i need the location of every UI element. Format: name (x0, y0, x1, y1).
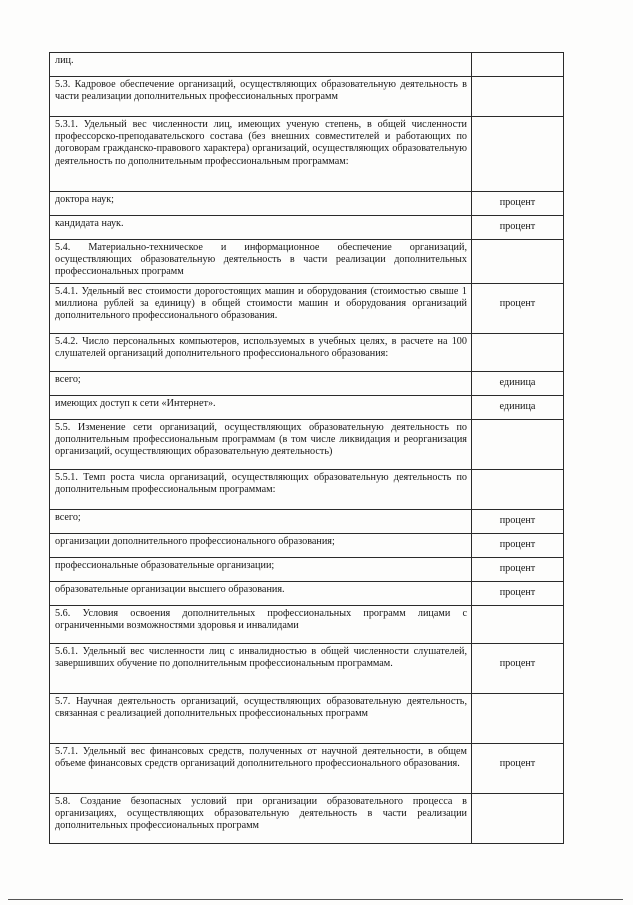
table-row (50, 744, 564, 794)
table-row (50, 470, 564, 510)
indicator-unit (472, 794, 564, 844)
indicator-text: 5.3.1. Удельный вес численности лиц, имеющих ученую степень, в общей численности профессорско-преподавательского состава (без внешних совместителей и работающих по договорам гражданско-правового характера) организаций, осуществляющих образовательную деятельность по дополнительным профессиональным программам: (50, 117, 472, 192)
indicator-unit (472, 606, 564, 644)
indicator-unit (472, 117, 564, 192)
indicator-unit: процент (472, 582, 564, 606)
indicator-unit (472, 694, 564, 744)
table-row (50, 117, 564, 192)
table-row (50, 216, 564, 240)
indicator-text: всего; (50, 372, 472, 396)
indicator-unit (472, 420, 564, 470)
indicator-text: организации дополнительного профессионального образования; (50, 534, 472, 558)
table-row (50, 284, 564, 334)
table-row (50, 644, 564, 694)
table-row (50, 694, 564, 744)
indicator-text: образовательные организации высшего образования. (50, 582, 472, 606)
indicator-text: кандидата наук. (50, 216, 472, 240)
indicator-unit (472, 53, 564, 77)
indicator-text: профессиональные образовательные организации; (50, 558, 472, 582)
table-row (50, 606, 564, 644)
table-row (50, 558, 564, 582)
indicator-unit: процент (472, 216, 564, 240)
page-bottom-rule (8, 899, 623, 900)
indicator-unit: единица (472, 372, 564, 396)
indicator-text: 5.8. Создание безопасных условий при организации образовательного процесса в организациях, осуществляющих образовательную деятельность в части реализации дополнительных профессиональных программ (50, 794, 472, 844)
indicator-unit: процент (472, 284, 564, 334)
indicators-table (49, 52, 564, 844)
indicator-text: 5.7.1. Удельный вес финансовых средств, полученных от научной деятельности, в общем объеме финансовых средств организаций дополнительного профессионального образования. (50, 744, 472, 794)
table-row (50, 372, 564, 396)
table-row (50, 77, 564, 117)
table-row (50, 582, 564, 606)
indicator-unit: процент (472, 510, 564, 534)
indicator-text: 5.4. Материально-техническое и информационное обеспечение организаций, осуществляющих образовательную деятельность в части реализации дополнительных профессиональных программ (50, 240, 472, 284)
table-row (50, 53, 564, 77)
table-row (50, 794, 564, 844)
table-row (50, 240, 564, 284)
indicator-text: доктора наук; (50, 192, 472, 216)
indicator-unit (472, 334, 564, 372)
indicator-text: имеющих доступ к сети «Интернет». (50, 396, 472, 420)
indicator-text: всего; (50, 510, 472, 534)
indicator-unit: процент (472, 192, 564, 216)
table-row (50, 396, 564, 420)
indicator-text: 5.4.1. Удельный вес стоимости дорогостоящих машин и оборудования (стоимостью свыше 1 миллиона рублей за единицу) в общей стоимости машин и оборудования организаций дополнительного профессионального образования. (50, 284, 472, 334)
indicator-unit (472, 77, 564, 117)
table-row (50, 534, 564, 558)
table-row (50, 510, 564, 534)
table-row (50, 192, 564, 216)
indicator-text: 5.3. Кадровое обеспечение организаций, осуществляющих образовательную деятельность в части реализации дополнительных профессиональных программ (50, 77, 472, 117)
indicator-text: 5.6. Условия освоения дополнительных профессиональных программ лицами с ограниченными возможностями здоровья и инвалидами (50, 606, 472, 644)
indicator-unit (472, 240, 564, 284)
indicator-text: 5.5. Изменение сети организаций, осуществляющих образовательную деятельность по дополнительным профессиональным программам (в том числе ликвидация и реорганизация организаций, осуществляющих образовательную деятельность) (50, 420, 472, 470)
indicator-text: 5.7. Научная деятельность организаций, осуществляющих образовательную деятельность, связанная с реализацией дополнительных профессиональных программ (50, 694, 472, 744)
indicator-text: 5.4.2. Число персональных компьютеров, используемых в учебных целях, в расчете на 100 слушателей организаций дополнительного профессионального образования: (50, 334, 472, 372)
table-row (50, 420, 564, 470)
indicator-unit: процент (472, 744, 564, 794)
indicator-unit: процент (472, 558, 564, 582)
indicator-text: 5.6.1. Удельный вес численности лиц с инвалидностью в общей численности слушателей, завершивших обучение по дополнительным профессиональным программам. (50, 644, 472, 694)
indicator-text: лиц. (50, 53, 472, 77)
table-row (50, 334, 564, 372)
indicator-unit (472, 470, 564, 510)
indicator-unit: процент (472, 644, 564, 694)
indicator-unit: единица (472, 396, 564, 420)
indicator-unit: процент (472, 534, 564, 558)
indicator-text: 5.5.1. Темп роста числа организаций, осуществляющих образовательную деятельность по дополнительным профессиональным программам: (50, 470, 472, 510)
